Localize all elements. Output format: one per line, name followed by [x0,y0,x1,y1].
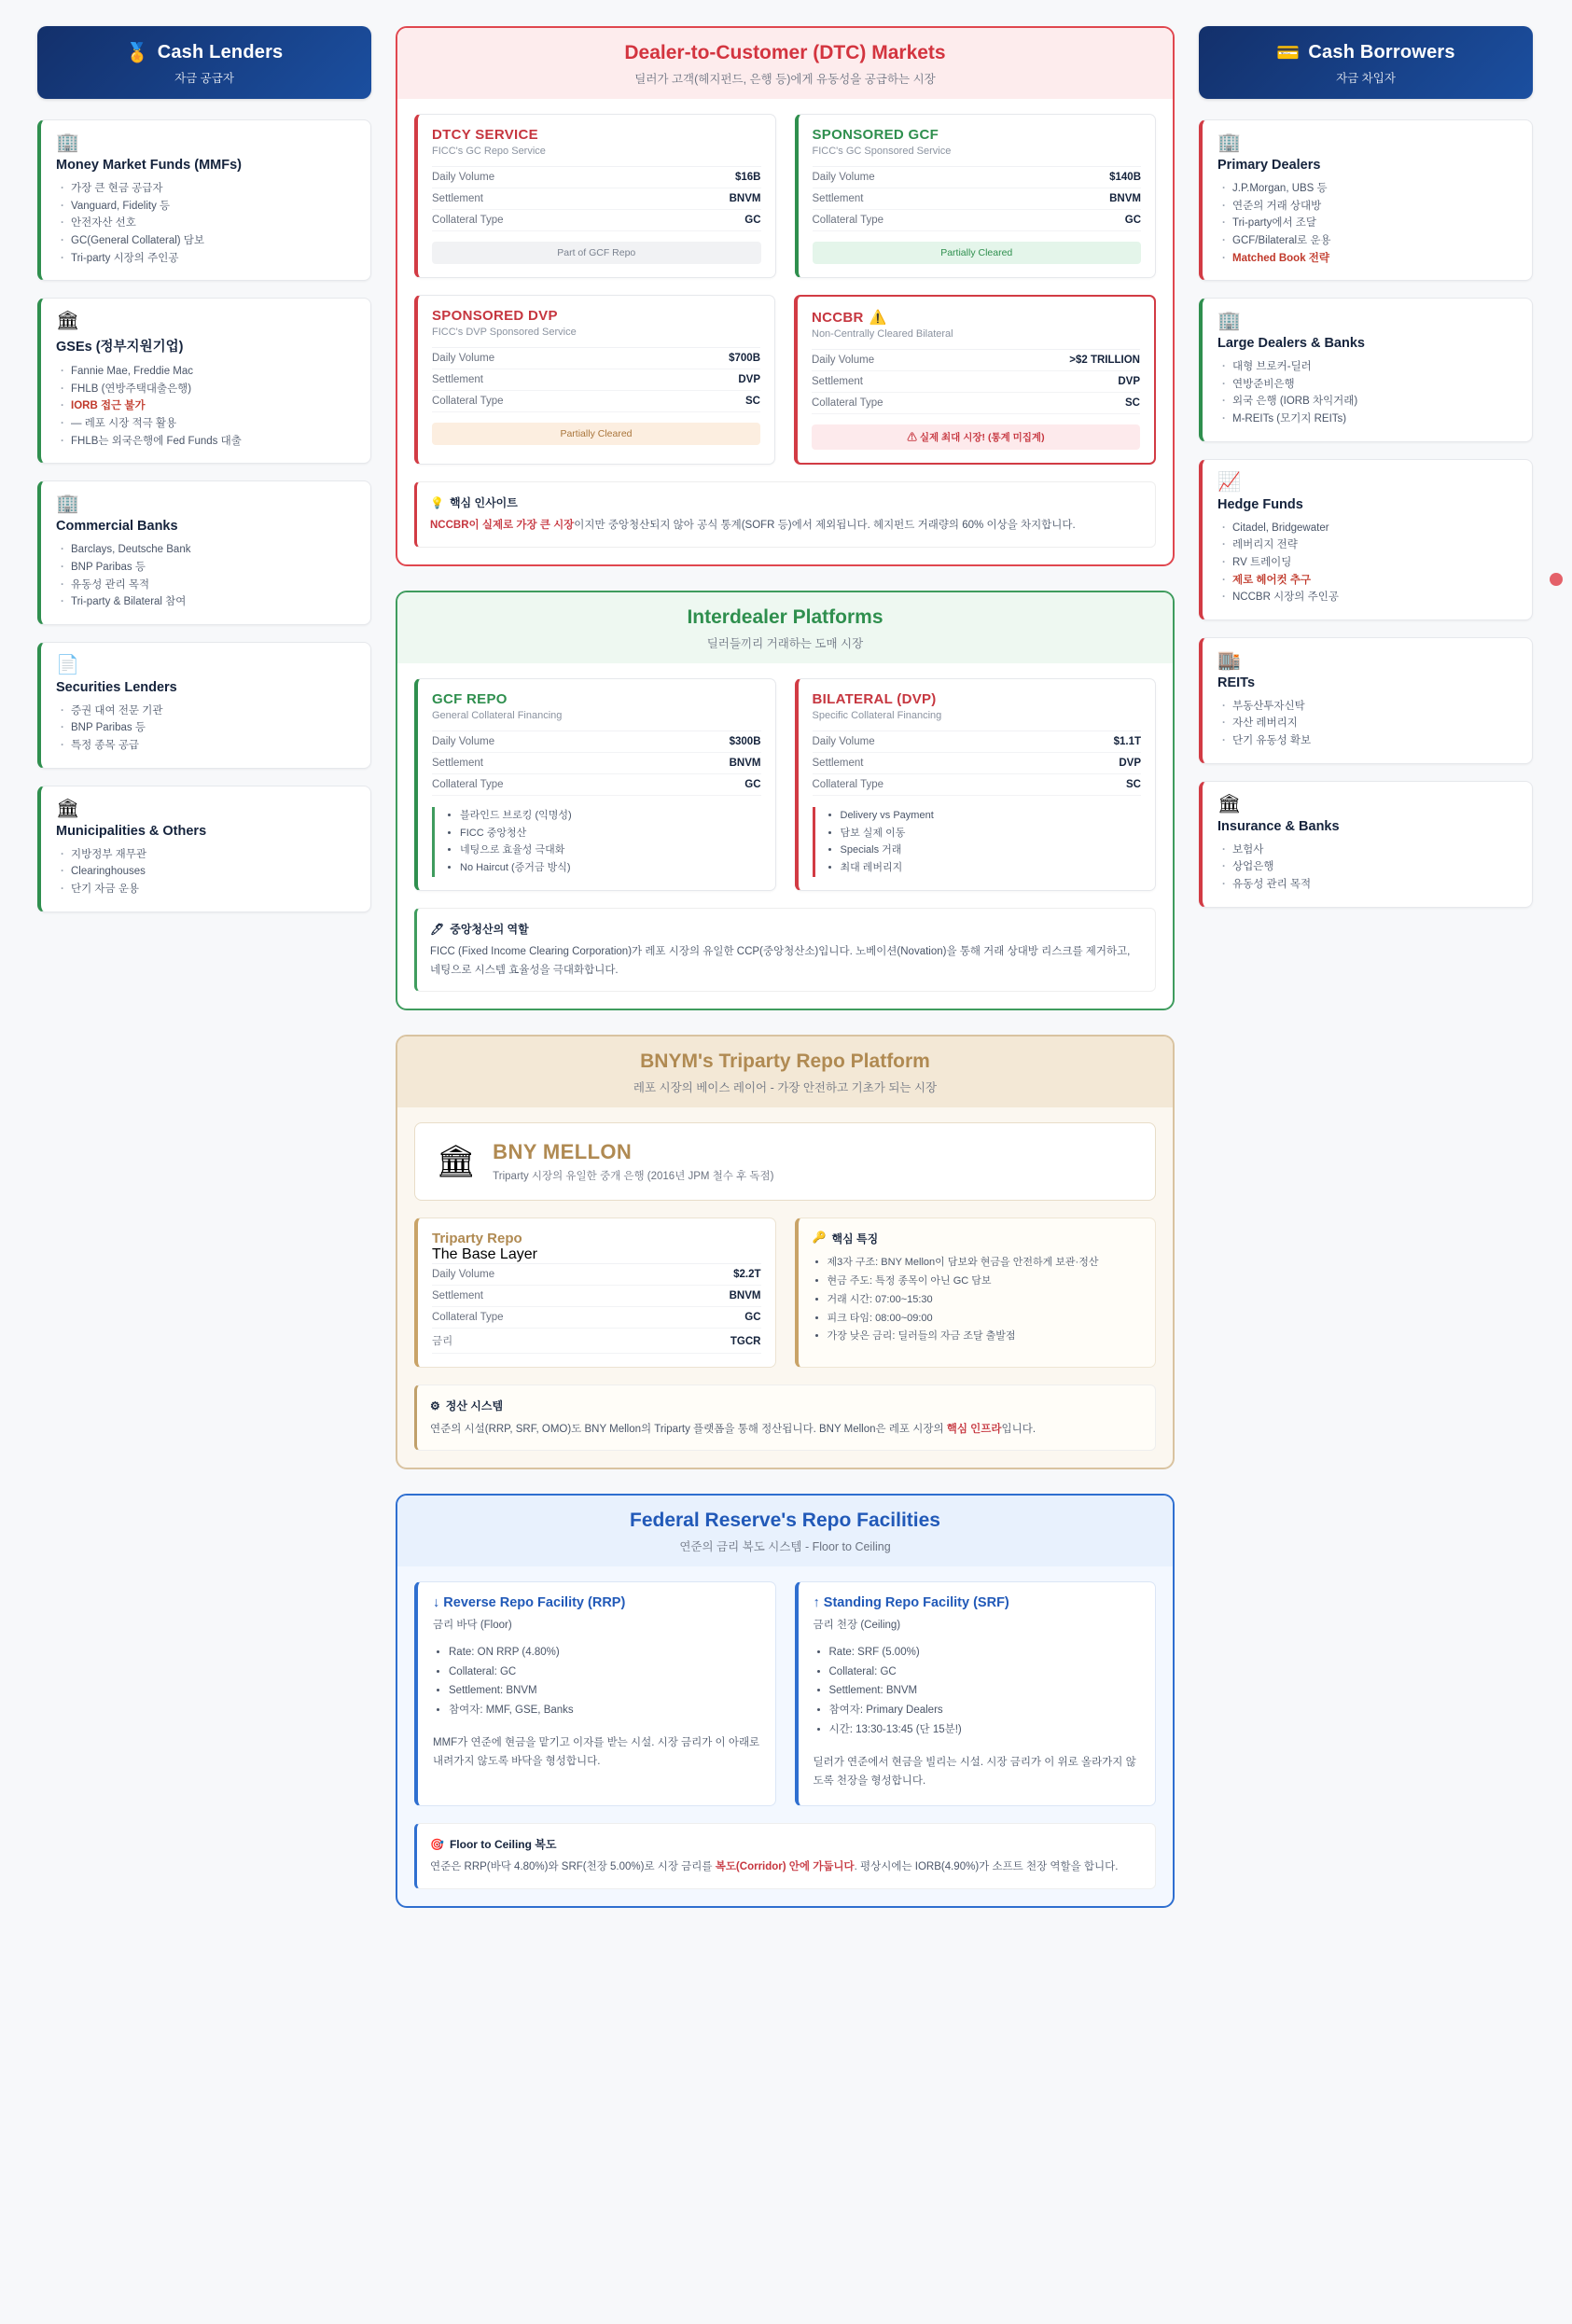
cash-borrowers-title: Cash Borrowers [1308,42,1455,63]
table-row [432,1264,761,1286]
row-label: Settlement [432,757,483,769]
market-name: NCCBR [812,309,864,326]
market-card-triparty-repo [414,1218,776,1368]
market-rows [432,347,760,412]
note-title-row [430,494,1142,512]
list-item: • 참여자: Primary Dealers [829,1701,1141,1720]
list-item: • 제3자 구조: BNY Mellon이 담보와 현금을 안전하게 보관·정산 [828,1254,1142,1273]
section-triparty-header [397,1037,1173,1107]
market-card-gcf-repo [414,678,776,891]
list-item: • Rate: SRF (5.00%) [829,1643,1141,1663]
row-value: BNVM [729,193,761,204]
row-value: BNVM [729,1290,761,1302]
cash-lenders-column [37,26,371,929]
section-triparty [396,1035,1175,1469]
row-label: 금리 [432,1336,453,1348]
note-text: FICC (Fixed Income Clearing Corporation)가 레포 시장의 유일한 CCP(중앙청산소)입니다. 노베이션(Novation)을 통해 거래 상대방 리스크를 제거하고, 네팅으로 시스템 효율성을 극대화합니다. [430,946,1131,976]
facility-name: Standing Repo Facility (SRF) [823,1595,1009,1611]
row-value: DVP [1118,376,1140,387]
market-features [432,807,761,877]
list-item: · GC(General Collateral) 담보 [71,232,355,250]
table-row [432,369,760,391]
list-item: · Tri-party 시장의 주인공 [71,250,355,268]
entity-bullets [1217,180,1517,267]
entity-name: Securities Lenders [56,679,177,695]
facility-details [814,1643,1141,1739]
medal-icon: 🏅 [125,43,149,63]
table-row [813,167,1142,188]
list-item: • 시간: 13:30-13:45 (단 15분!) [829,1720,1141,1740]
entity-name: REITs [1217,675,1256,690]
note-text [430,1858,1142,1877]
note-highlight: 핵심 인프라 [946,1423,1002,1435]
list-item: · 외국 은행 (IORB 차익거래) [1232,393,1517,411]
building-icon: 🏢 [56,132,79,153]
list-item: · 특정 종목 공급 [71,737,355,755]
section-dtc-markets [396,26,1175,566]
section-subtitle: 레포 시장의 베이스 레이어 - 가장 안전하고 기초가 되는 시장 [633,1081,938,1095]
note-body-post: . 평상시에는 IORB(4.90%)가 소프트 천장 역할을 합니다. [854,1861,1119,1873]
market-card-sponsored-dvp [414,295,775,465]
table-row [813,210,1142,231]
table-row [432,188,761,210]
table-row [432,391,760,412]
entity-card-securities-lenders [37,642,371,769]
facility-name: Reverse Repo Facility (RRP) [443,1595,626,1611]
feature-title: 핵심 특징 [831,1232,879,1246]
row-label: Settlement [812,376,863,387]
section-title: Interdealer Platforms [687,605,883,628]
list-item: · J.P.Morgan, UBS 등 [1232,180,1517,198]
market-card-dtcy-service [414,114,776,278]
facility-sub: 금리 바닥 (Floor) [433,1620,512,1632]
feature-list [446,807,761,877]
row-value: GC [744,215,761,226]
list-item: · 상업은행 [1232,858,1517,876]
entity-name: GSEs (정부지원기업) [56,340,184,355]
entity-bullets [56,846,355,898]
market-rows [813,731,1142,796]
chart-icon: 📈 [1217,471,1241,493]
row-label: Daily Volume [432,353,495,364]
row-label: Settlement [812,757,864,769]
market-name: Triparty Repo [432,1231,522,1247]
list-item: · 안전자산 선호 [71,215,355,232]
office-icon: 🏬 [1217,649,1241,671]
section-subtitle: 딜러들끼리 거래하는 도매 시장 [706,636,864,650]
entity-bullets [56,703,355,755]
list-item: • Collateral: GC [829,1663,1141,1682]
section-interdealer-body [397,663,1173,1009]
note-title: 정산 시스템 [445,1399,504,1413]
section-interdealer-header [397,592,1173,663]
entity-bullets [1217,358,1517,428]
bank-icon: 🏛 [436,1144,477,1180]
list-item: · Fannie Mae, Freddie Mac [71,363,355,381]
row-label: Collateral Type [432,778,504,790]
row-value: $1.1T [1113,735,1141,747]
market-features [813,807,1142,877]
market-sub: FICC's GC Sponsored Service [812,146,952,157]
entity-card-hedge-funds [1199,459,1533,620]
entity-card-commercial-banks [37,480,371,625]
section-triparty-body [397,1107,1173,1468]
market-rows [432,731,761,796]
cash-lenders-header [37,26,371,99]
list-item: · 유동성 관리 목적 [1232,876,1517,894]
market-rows [813,166,1142,231]
gear-icon: ⚙ [430,1399,440,1413]
list-item: · 지방정부 재무관 [71,846,355,864]
row-label: Daily Volume [432,1269,495,1281]
facility-explanation: 딜러가 연준에서 현금을 빌리는 시설. 시장 금리가 이 위로 올라가지 않도록 천장을 형성합니다. [813,1756,1136,1787]
row-value: GC [1124,215,1141,226]
entity-name: Insurance & Banks [1217,818,1340,834]
target-icon: 🎯 [430,1837,444,1851]
row-value: BNVM [729,757,761,769]
note-title-row [430,1835,1142,1854]
bulb-icon: 💡 [430,496,444,509]
row-label: Daily Volume [812,735,875,747]
entity-card-primary-dealers [1199,119,1533,281]
interdealer-note [414,908,1156,992]
list-item: · Matched Book 전략 [1232,250,1517,268]
table-row [812,393,1140,414]
list-item: • 참여자: MMF, GSE, Banks [449,1701,760,1720]
table-row [813,188,1142,210]
table-row [813,731,1142,753]
feature-list [813,1254,1142,1346]
entity-bullets [1217,842,1517,894]
market-name: SPONSORED DVP [432,308,558,324]
section-title: Dealer-to-Customer (DTC) Markets [624,42,946,63]
row-value: TGCR [730,1336,761,1348]
row-value: $700B [729,353,760,364]
list-item: · RV 트레이딩 [1232,554,1517,572]
note-text [430,517,1142,536]
status-badge: Partially Cleared [813,242,1142,264]
note-text [430,1421,1142,1440]
list-item: · 단기 자금 운용 [71,881,355,898]
note-highlight: 복도(Corridor) 안에 가둡니다 [715,1861,855,1873]
triparty-row [414,1218,1156,1368]
interdealer-row [414,678,1156,908]
list-item: · 유동성 관리 목적 [71,577,355,594]
market-card-nccbr [794,295,1156,465]
dtc-insight-note [414,481,1156,548]
market-sub: Non-Centrally Cleared Bilateral [812,328,953,340]
entity-name: Hedge Funds [1217,496,1303,512]
note-body-post: 입니다. [1001,1423,1036,1435]
list-item: · Vanguard, Fidelity 등 [71,198,355,216]
status-badge: Partially Cleared [432,423,760,445]
section-dtc-body [397,99,1173,564]
warning-icon: ⚠️ [869,310,887,326]
entity-card-large-dealers [1199,298,1533,442]
market-sub: General Collateral Financing [432,709,563,721]
market-name: DTCY SERVICE [432,127,538,143]
list-item: • Settlement: BNVM [449,1681,760,1701]
section-dtc-header [397,28,1173,99]
entity-bullets [56,363,355,450]
building-icon: 🏢 [56,494,79,515]
entity-bullets [1217,698,1517,750]
list-item: · Citadel, Bridgewater [1232,520,1517,537]
row-label: Collateral Type [812,215,883,226]
list-item: • Collateral: GC [449,1663,760,1682]
cash-borrowers-title-row [1208,41,1523,64]
entity-bullets [1217,520,1517,606]
row-label: Collateral Type [812,778,883,790]
table-row [432,1329,761,1354]
status-badge: ⚠ 실제 최대 시장! (통계 미집계) [812,424,1140,450]
table-row [432,167,761,188]
list-item: • 피크 타임: 08:00~09:00 [828,1310,1142,1329]
notification-dot[interactable] [1550,573,1563,586]
cash-lenders-title: Cash Lenders [157,42,284,63]
cash-borrowers-column [1199,26,1533,925]
bank-icon: 🏛 [56,798,80,819]
note-title-row [430,920,1142,939]
bny-mellon-banner [414,1122,1156,1201]
note-highlight: NCCBR이 실제로 가장 큰 시장 [430,520,575,532]
list-item: · 대형 브로커-딜러 [1232,358,1517,376]
row-label: Daily Volume [812,355,875,366]
list-item: · 연방준비은행 [1232,376,1517,394]
note-title: 중앙청산의 역할 [450,922,529,936]
list-item: · BNP Paribas 등 [71,559,355,577]
bny-text [493,1140,773,1183]
entity-card-gses [37,298,371,464]
list-item: · 부동산투자신탁 [1232,698,1517,716]
list-item: • 담보 실제 이동 [841,825,1142,842]
triparty-note [414,1385,1156,1451]
row-label: Daily Volume [812,172,875,183]
market-card-sponsored-gcf [795,114,1157,278]
list-item: • 현금 주도: 특정 종목이 아닌 GC 담보 [828,1273,1142,1291]
arrow-up-icon: ↑ [813,1595,820,1611]
bank-icon: 🏛 [56,311,80,332]
entity-name: Commercial Banks [56,519,178,535]
market-name-row [812,309,1140,326]
market-name: GCF REPO [432,690,508,707]
market-rows [432,1263,761,1354]
row-label: Daily Volume [432,172,495,183]
list-item: • Rate: ON RRP (4.80%) [449,1643,760,1663]
list-item: • 네팅으로 효율성 극대화 [460,842,761,859]
entity-card-reits [1199,637,1533,764]
table-row [432,348,760,369]
section-fed-body [397,1566,1173,1906]
row-value: SC [1125,397,1140,409]
row-value: DVP [738,374,760,385]
list-item: · Clearinghouses [71,863,355,881]
note-title: 핵심 인사이트 [449,496,518,509]
market-sub: The Base Layer [432,1246,537,1263]
list-item: • Delivery vs Payment [841,807,1142,825]
market-card-bilateral-dvp [795,678,1157,891]
row-value: $16B [735,172,761,183]
row-value: BNVM [1109,193,1141,204]
facility-title-row [814,1595,1141,1610]
list-item: · 연준의 거래 상대방 [1232,198,1517,216]
list-item: · Tri-party에서 조달 [1232,215,1517,232]
entity-name: Municipalities & Others [56,823,207,839]
row-value: GC [744,778,761,790]
market-rows [812,349,1140,414]
cash-lenders-title-row [47,41,362,64]
facility-sub: 금리 천장 (Ceiling) [813,1620,901,1632]
row-label: Daily Volume [432,735,495,747]
table-row [432,753,761,774]
market-name: BILATERAL (DVP) [812,690,937,707]
entity-card-municipalities [37,786,371,912]
list-item: · 레버리지 전략 [1232,536,1517,554]
list-item: · BNP Paribas 등 [71,719,355,737]
row-value: $300B [729,735,761,747]
section-title: Federal Reserve's Repo Facilities [630,1510,940,1532]
triparty-features [795,1218,1157,1368]
market-sub: FICC's GC Repo Service [432,146,546,157]
list-item: • Specials 거래 [841,842,1142,859]
row-value: $140B [1109,172,1141,183]
building-icon: 🏢 [1217,311,1241,332]
row-value: GC [744,1312,761,1324]
list-item: • 거래 시간: 07:00~15:30 [828,1291,1142,1310]
facility-explanation: MMF가 연준에 현금을 맡기고 이자를 받는 시설. 시장 금리가 이 아래로 내려가지 않도록 바닥을 형성합니다. [433,1736,760,1767]
list-item: · — 레포 시장 적극 활용 [71,415,355,433]
facility-details [433,1643,760,1720]
building-icon: 🏢 [1217,132,1241,153]
entity-name: Large Dealers & Banks [1217,336,1365,352]
row-value: $2.2T [733,1269,761,1281]
entity-card-insurance-banks [1199,781,1533,908]
list-item: · NCCBR 시장의 주인공 [1232,589,1517,606]
list-item: · 보험사 [1232,842,1517,859]
list-item: • 최대 레버리지 [841,859,1142,877]
fed-corridor-note [414,1823,1156,1889]
market-rows [432,166,761,231]
row-label: Settlement [432,374,483,385]
cash-borrowers-subtitle: 자금 차입자 [1336,72,1396,85]
list-item: · IORB 접근 불가 [71,397,355,415]
note-title: Floor to Ceiling 복도 [449,1837,557,1851]
section-fed-header [397,1496,1173,1566]
list-item: • Settlement: BNVM [829,1681,1141,1701]
section-title: BNYM's Triparty Repo Platform [640,1051,930,1073]
row-value: DVP [1119,757,1141,769]
list-item: · 자산 레버리지 [1232,715,1517,732]
dtc-row-2 [414,295,1156,481]
dtc-row-1 [414,114,1156,295]
entity-card-mmf [37,119,371,281]
list-item: · 제로 헤어컷 추구 [1232,572,1517,590]
row-label: Settlement [432,1290,483,1302]
list-item: • No Haircut (증거금 방식) [460,859,761,877]
section-subtitle: 연준의 금리 복도 시스템 - Floor to Ceiling [679,1540,891,1554]
cash-borrowers-header [1199,26,1533,99]
row-value: SC [1126,778,1141,790]
row-label: Collateral Type [432,215,504,226]
table-row [812,371,1140,393]
row-label: Settlement [812,193,864,204]
row-label: Collateral Type [812,397,883,409]
cash-lenders-subtitle: 자금 공급자 [174,72,234,85]
table-row [432,1307,761,1329]
bank-icon: 🏛 [1217,793,1242,814]
facility-card-rrp [414,1581,776,1806]
table-row [432,774,761,796]
facility-card-srf [795,1581,1157,1806]
row-value: SC [745,396,760,407]
table-row [813,774,1142,796]
section-interdealer [396,591,1175,1010]
fed-row [414,1581,1156,1806]
list-item: · 가장 큰 현금 공급자 [71,180,355,198]
document-icon: 📄 [56,654,79,675]
status-badge: Part of GCF Repo [432,242,761,264]
list-item: · GCF/Bilateral로 운용 [1232,232,1517,250]
entity-bullets [56,180,355,267]
entity-name: Money Market Funds (MMFs) [56,158,242,173]
row-label: Collateral Type [432,1312,504,1324]
section-fed-facilities [396,1494,1175,1908]
feature-list [827,807,1142,877]
table-row [432,210,761,231]
row-label: Collateral Type [432,396,504,407]
feature-title-row [813,1231,1142,1246]
card-icon: 💳 [1276,43,1301,63]
section-subtitle: 딜러가 고객(헤지펀드, 은행 등)에게 유동성을 공급하는 시장 [634,73,936,86]
note-body-pre: 연준의 시설(RRP, SRF, OMO)도 BNY Mellon의 Triparty 플랫폼을 통해 정산됩니다. BNY Mellon은 레포 시장의 [430,1423,947,1435]
table-row [813,753,1142,774]
markets-column [396,26,1175,1932]
bny-desc: Triparty 시장의 유일한 중개 은행 (2016년 JPM 철수 후 독점) [493,1171,774,1183]
list-item: · FHLB는 외국은행에 Fed Funds 대출 [71,433,355,451]
bny-name: BNY MELLON [493,1140,633,1164]
table-row [812,350,1140,371]
row-label: Settlement [432,193,483,204]
list-item: · Barclays, Deutsche Bank [71,541,355,559]
list-item: • FICC 중앙청산 [460,825,761,842]
list-item: · FHLB (연방주택대출은행) [71,381,355,398]
key-icon: 🔑 [812,1231,827,1245]
note-body: 이지만 중앙청산되지 않아 공식 통계(SOFR 등)에서 제외됩니다. 헤지펀드 거래량의 60% 이상을 차지합니다. [574,520,1076,532]
list-item: · 증권 대여 전문 기관 [71,703,355,720]
market-sub: Specific Collateral Financing [812,709,942,721]
list-item: · 단기 유동성 확보 [1232,732,1517,750]
note-body-pre: 연준은 RRP(바닥 4.80%)와 SRF(천장 5.00%)로 시장 금리를 [430,1861,716,1873]
list-item: · M-REITs (모기지 REITs) [1232,411,1517,428]
table-row [432,731,761,753]
entity-bullets [56,541,355,611]
table-row [432,1286,761,1307]
market-sub: FICC's DVP Sponsored Service [432,327,577,338]
market-name: SPONSORED GCF [812,127,939,143]
list-item: • 블라인드 브로킹 (익명성) [460,807,761,825]
row-value: >$2 TRILLION [1069,355,1140,366]
arrow-down-icon: ↓ [433,1595,440,1611]
entity-name: Primary Dealers [1217,158,1321,173]
list-item: · Tri-party & Bilateral 참여 [71,593,355,611]
pen-icon: 🖊 [430,922,445,936]
list-item: • 가장 낮은 금리: 딜러들의 자금 조달 출발점 [828,1328,1142,1346]
facility-title-row [433,1595,760,1610]
note-title-row [430,1397,1142,1415]
